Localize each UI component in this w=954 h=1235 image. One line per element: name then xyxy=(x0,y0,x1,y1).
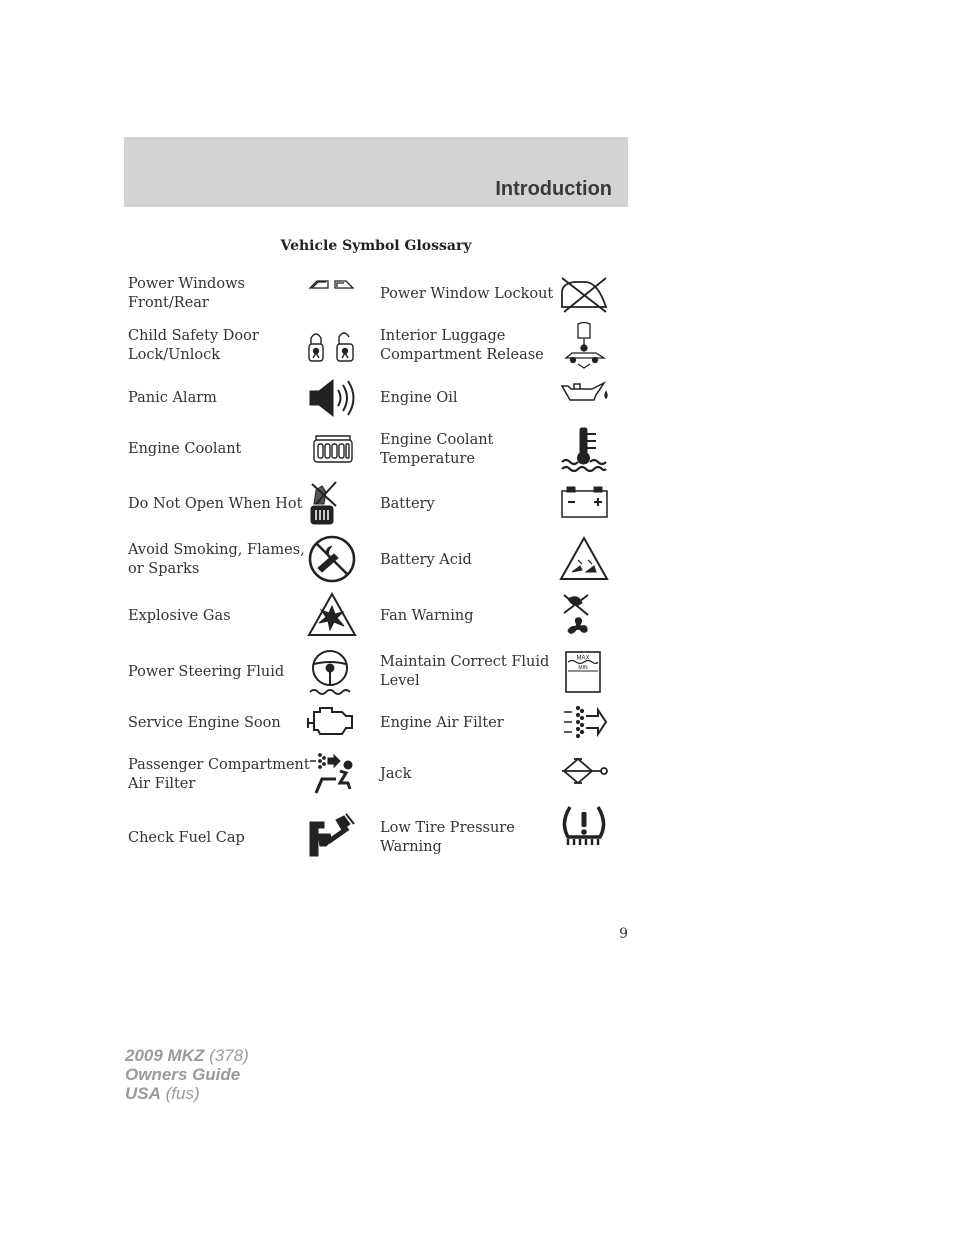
symbol-label-engine-oil: Engine Oil xyxy=(380,390,458,406)
footer-market-code: (fus) xyxy=(165,1084,200,1103)
header-band xyxy=(124,137,628,207)
engine-oil-icon xyxy=(558,374,610,424)
fan-warning-icon xyxy=(558,591,610,641)
symbol-label-fuel-cap: Check Fuel Cap xyxy=(128,830,245,846)
symbol-label-luggage-release: Interior Luggage Compartment Release xyxy=(380,328,544,363)
coolant-temperature-icon xyxy=(558,424,610,474)
symbol-label-no-smoking: Avoid Smoking, Flames, or Sparks xyxy=(128,542,305,577)
jack-icon xyxy=(558,746,610,796)
footer xyxy=(125,1046,249,1103)
symbol-label-battery-acid: Battery Acid xyxy=(380,552,472,568)
panic-alarm-icon xyxy=(306,374,358,424)
symbol-label-battery: Battery xyxy=(380,496,435,512)
power-steering-icon xyxy=(306,646,358,696)
symbol-label-explosive-gas: Explosive Gas xyxy=(128,608,231,624)
cabin-air-filter-icon xyxy=(306,749,358,799)
symbol-label-engine-air-filter: Engine Air Filter xyxy=(380,715,504,731)
symbol-label-fan-warning: Fan Warning xyxy=(380,608,474,624)
fuel-cap-icon xyxy=(306,812,358,862)
symbol-label-cabin-air-filter: Passenger Compartment Air Filter xyxy=(128,757,310,792)
explosive-gas-icon xyxy=(306,590,358,640)
footer-model-code: (378) xyxy=(209,1046,249,1065)
footer-model: 2009 MKZ xyxy=(125,1046,205,1065)
symbol-label-panic-alarm: Panic Alarm xyxy=(128,390,217,406)
section-title: Introduction xyxy=(495,178,612,200)
battery-icon xyxy=(558,480,610,530)
symbol-label-engine-coolant: Engine Coolant xyxy=(128,441,242,457)
fluid-max-label: MAX xyxy=(576,655,590,662)
power-window-lockout-icon xyxy=(558,270,610,320)
symbol-label-power-windows: Power Windows Front/Rear xyxy=(128,276,245,311)
fluid-level-icon xyxy=(558,646,610,696)
engine-air-filter-icon xyxy=(558,698,610,748)
symbol-label-do-not-open-hot: Do Not Open When Hot xyxy=(128,496,303,512)
battery-acid-icon xyxy=(558,534,610,584)
luggage-release-icon xyxy=(558,320,610,370)
symbol-label-power-steering: Power Steering Fluid xyxy=(128,664,285,680)
footer-line-1 xyxy=(125,1046,249,1065)
symbol-label-child-safety-door: Child Safety Door Lock/Unlock xyxy=(128,328,259,363)
symbol-label-fluid-level: Maintain Correct Fluid Level xyxy=(380,654,550,689)
service-engine-icon xyxy=(306,698,358,748)
do-not-open-hot-icon xyxy=(306,478,358,528)
fluid-min-label: MIN xyxy=(578,665,588,671)
symbol-label-coolant-temperature: Engine Coolant Temperature xyxy=(380,432,494,467)
glossary-title: Vehicle Symbol Glossary xyxy=(280,238,472,254)
engine-coolant-icon xyxy=(306,426,358,476)
tire-pressure-icon xyxy=(558,801,610,851)
symbol-label-power-window-lockout: Power Window Lockout xyxy=(380,286,554,302)
footer-guide: Owners Guide xyxy=(125,1065,241,1084)
footer-market: USA xyxy=(125,1084,161,1103)
page-number: 9 xyxy=(619,926,628,942)
symbol-label-jack: Jack xyxy=(380,766,412,782)
power-windows-icon xyxy=(306,270,358,320)
symbol-label-service-engine: Service Engine Soon xyxy=(128,715,281,731)
symbol-label-tire-pressure: Low Tire Pressure Warning xyxy=(380,820,515,855)
child-safety-door-lock-icon xyxy=(306,324,358,374)
no-smoking-icon xyxy=(306,534,358,584)
footer-line-3 xyxy=(125,1084,249,1103)
footer-line-2 xyxy=(125,1065,249,1084)
